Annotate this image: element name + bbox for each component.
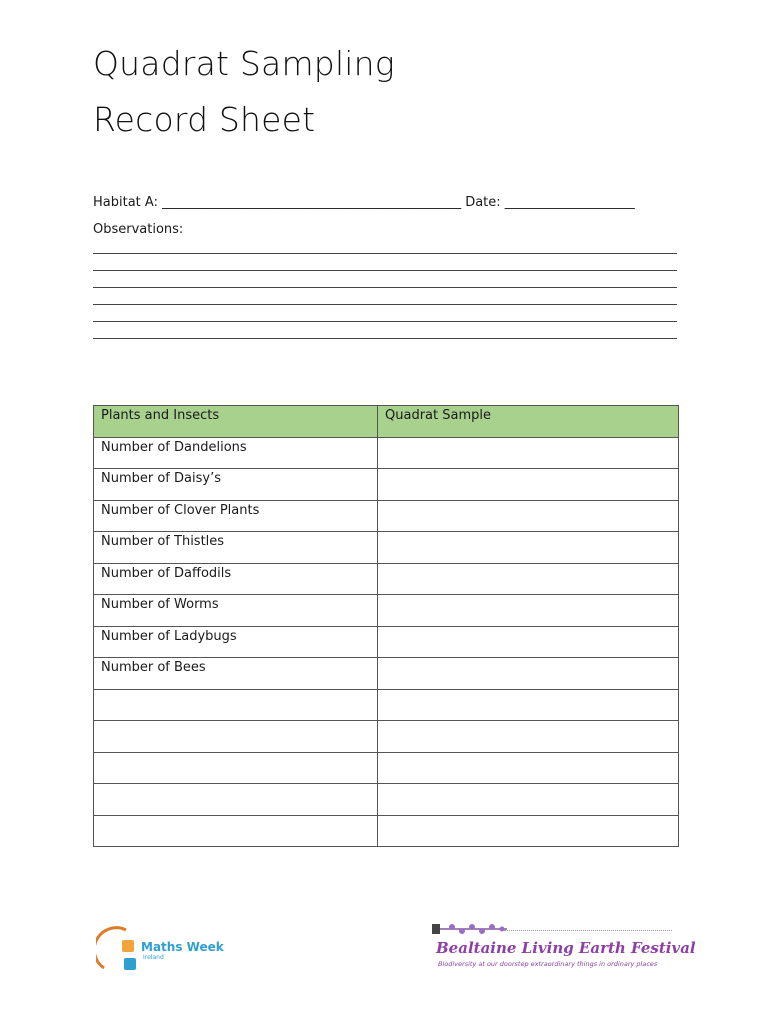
sample-cell[interactable] [378, 532, 679, 564]
sample-cell[interactable] [378, 595, 679, 627]
sample-cell[interactable] [378, 437, 679, 469]
bealtaine-logo [432, 920, 696, 975]
sample-cell[interactable] [378, 815, 679, 847]
sample-cell[interactable] [378, 469, 679, 501]
observation-line[interactable] [93, 304, 677, 305]
sample-cell[interactable] [378, 500, 679, 532]
sample-cell[interactable] [378, 626, 679, 658]
table-row [94, 595, 679, 627]
item-cell [94, 815, 378, 847]
sample-cell[interactable] [378, 689, 679, 721]
observation-line[interactable] [93, 321, 677, 322]
table-row [94, 563, 679, 595]
item-cell [94, 784, 378, 816]
table-row [94, 532, 679, 564]
table-row [94, 469, 679, 501]
sample-cell[interactable] [378, 721, 679, 753]
item-cell [94, 689, 378, 721]
maths-week-emblem [96, 920, 146, 980]
habitat-date-row [93, 195, 677, 210]
table-row [94, 721, 679, 753]
table-row [94, 689, 679, 721]
title-line-1: Quadrat Sampling [93, 44, 395, 83]
table-row [94, 752, 679, 784]
date-label: Date: [461, 195, 505, 210]
sample-cell[interactable] [378, 784, 679, 816]
date-field[interactable]: ____________________ [504, 195, 635, 210]
observations-label: Observations: [93, 222, 184, 237]
table-row [94, 658, 679, 690]
habitat-field[interactable]: ______________________________________________ [162, 195, 462, 210]
table-row [94, 784, 679, 816]
title-line-2: Record Sheet [93, 100, 316, 139]
header-plants-insects: Plants and Insects [94, 406, 378, 438]
item-cell: Number of Clover Plants [94, 500, 378, 532]
record-table [93, 405, 679, 847]
item-cell: Number of Bees [94, 658, 378, 690]
item-cell: Number of Worms [94, 595, 378, 627]
observation-line[interactable] [93, 253, 677, 254]
item-cell [94, 752, 378, 784]
observation-line[interactable] [93, 287, 677, 288]
table-row [94, 500, 679, 532]
item-cell: Number of Daisy’s [94, 469, 378, 501]
item-cell: Number of Dandelions [94, 437, 378, 469]
maths-week-sub: Ireland [143, 954, 164, 961]
table-row [94, 815, 679, 847]
item-cell: Number of Thistles [94, 532, 378, 564]
lavender-sprig-icon [432, 922, 512, 936]
maths-week-name: Maths Week [141, 940, 224, 954]
sample-cell[interactable] [378, 752, 679, 784]
table-row [94, 626, 679, 658]
observation-line[interactable] [93, 338, 677, 339]
item-cell [94, 721, 378, 753]
observation-line[interactable] [93, 270, 677, 271]
item-cell: Number of Daffodils [94, 563, 378, 595]
bealtaine-tagline: Biodiversity at our doorstep extraordinary things in ordinary places [438, 960, 658, 968]
sample-cell[interactable] [378, 563, 679, 595]
maths-week-logo [96, 920, 226, 980]
sample-cell[interactable] [378, 658, 679, 690]
bealtaine-name: Bealtaine Living Earth Festival [436, 939, 696, 957]
logo-divider [504, 930, 672, 931]
table-header-row [94, 406, 679, 438]
table-row [94, 437, 679, 469]
habitat-label: Habitat A: [93, 195, 163, 210]
header-quadrat-sample: Quadrat Sample [378, 406, 679, 438]
item-cell: Number of Ladybugs [94, 626, 378, 658]
